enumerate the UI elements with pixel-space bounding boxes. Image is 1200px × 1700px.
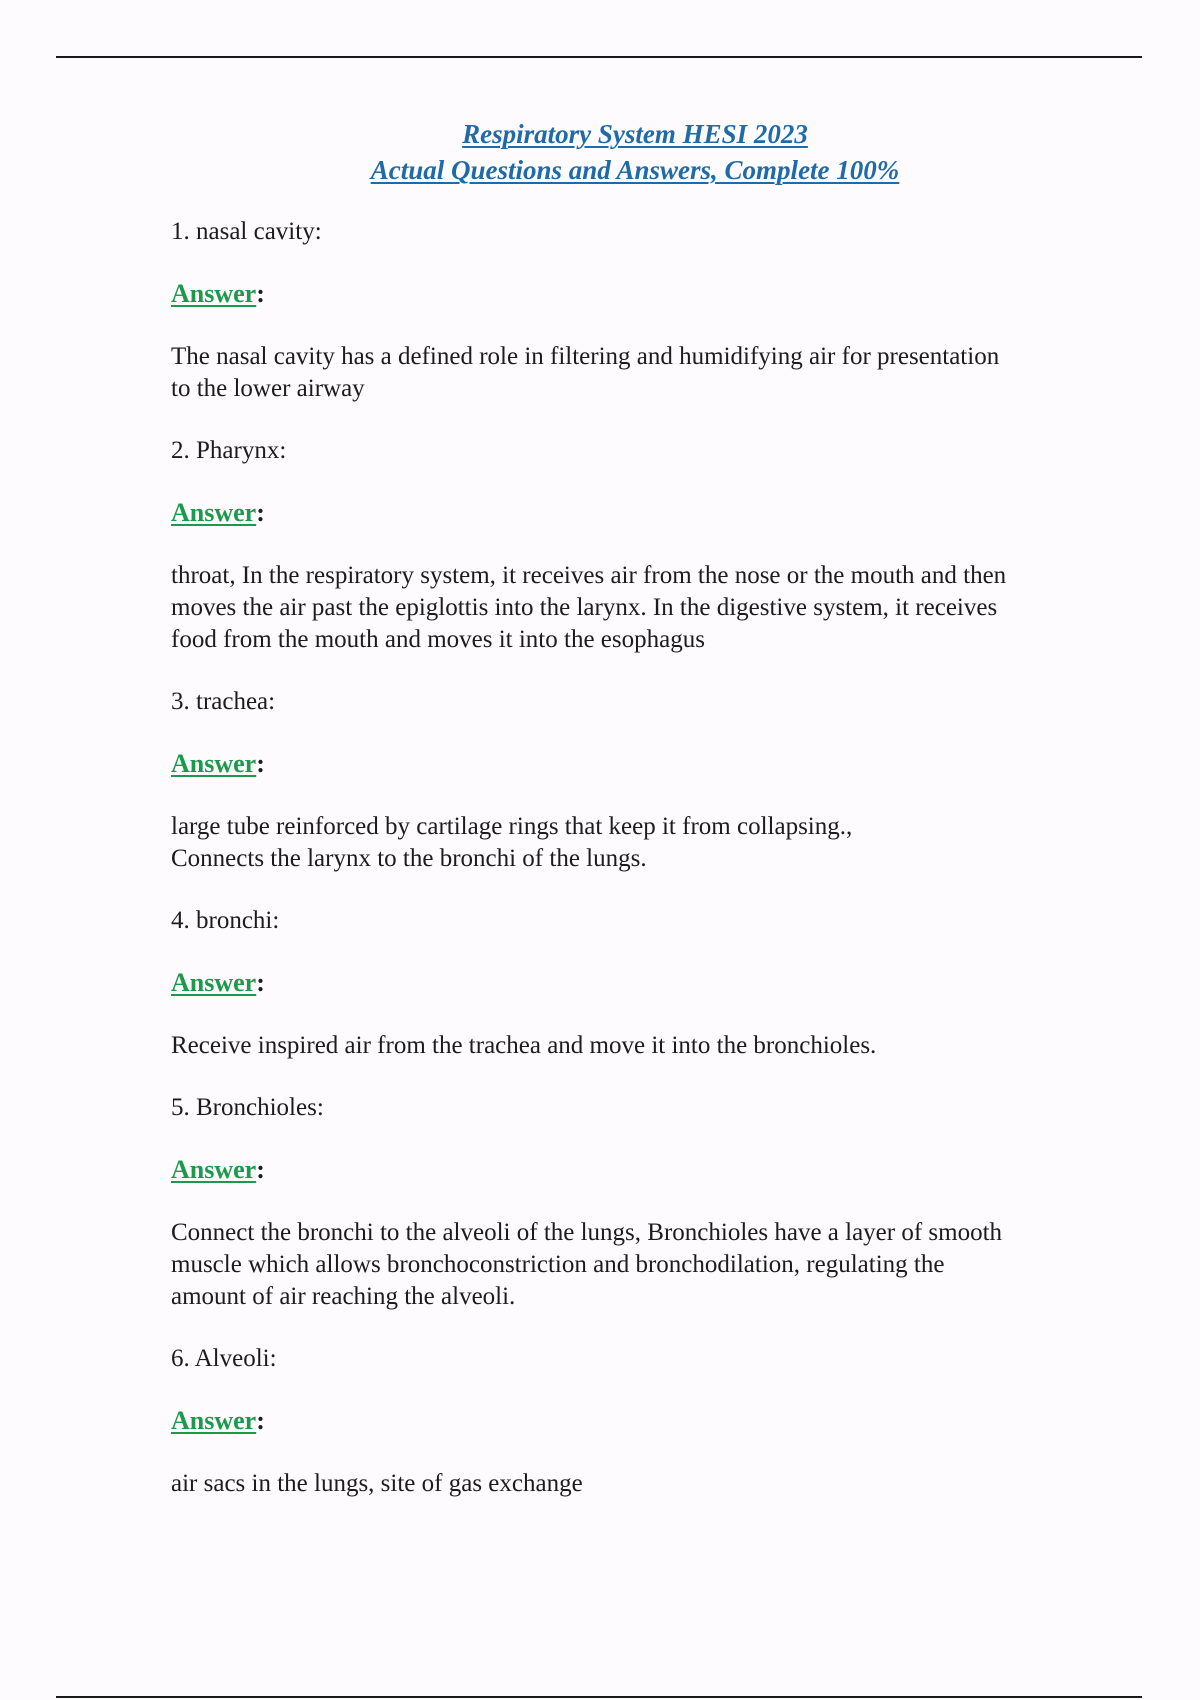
answer-text: Receive inspired air from the trachea and move it into the bronchioles. [171,1032,877,1059]
question-text: 2. Pharynx: [171,437,287,464]
qa-item-6 [171,1343,1131,1500]
answer-label: Answer: [171,1406,265,1435]
answer-text: air sacs in the lungs, site of gas exchange [171,1470,583,1497]
question-text: 6. Alveoli: [171,1345,277,1372]
answer-text: The nasal cavity has a defined role in filtering and humidifying air for presentation to the lower airway [171,343,1000,402]
answer-label: Answer: [171,749,265,778]
qa-item-2 [171,435,1131,656]
qa-list [171,216,1131,1530]
answer-label: Answer: [171,1155,265,1184]
qa-item-5 [171,1092,1131,1313]
title-line-2: Actual Questions and Answers, Complete 100% [370,155,900,185]
title-line-1: Respiratory System HESI 2023 [462,119,808,149]
question-text: 5. Bronchioles: [171,1094,324,1121]
qa-item-1 [171,216,1131,405]
question-text: 3. trachea: [171,688,276,715]
answer-label: Answer: [171,968,265,997]
answer-label: Answer: [171,498,265,527]
answer-label: Answer: [171,279,265,308]
answer-text: Connect the bronchi to the alveoli of the lungs, Bronchioles have a layer of smooth muscle which allows bronchoconstriction and bronchodilation, regulating the amount of air reaching the alveoli. [171,1219,1003,1310]
answer-text: large tube reinforced by cartilage rings that keep it from collapsing., Connects the larynx to the bronchi of the lungs. [171,813,853,872]
document-title [0,116,1200,188]
question-text: 4. bronchi: [171,907,280,934]
qa-item-4 [171,905,1131,1062]
qa-item-3 [171,686,1131,875]
top-rule [56,56,1142,58]
question-text: 1. nasal cavity: [171,218,322,245]
bottom-rule [56,1696,1142,1698]
answer-text: throat, In the respiratory system, it receives air from the nose or the mouth and then moves the air past the epiglottis into the larynx. In the digestive system, it receives food from the mouth and moves it into the esophagus [171,562,1007,653]
